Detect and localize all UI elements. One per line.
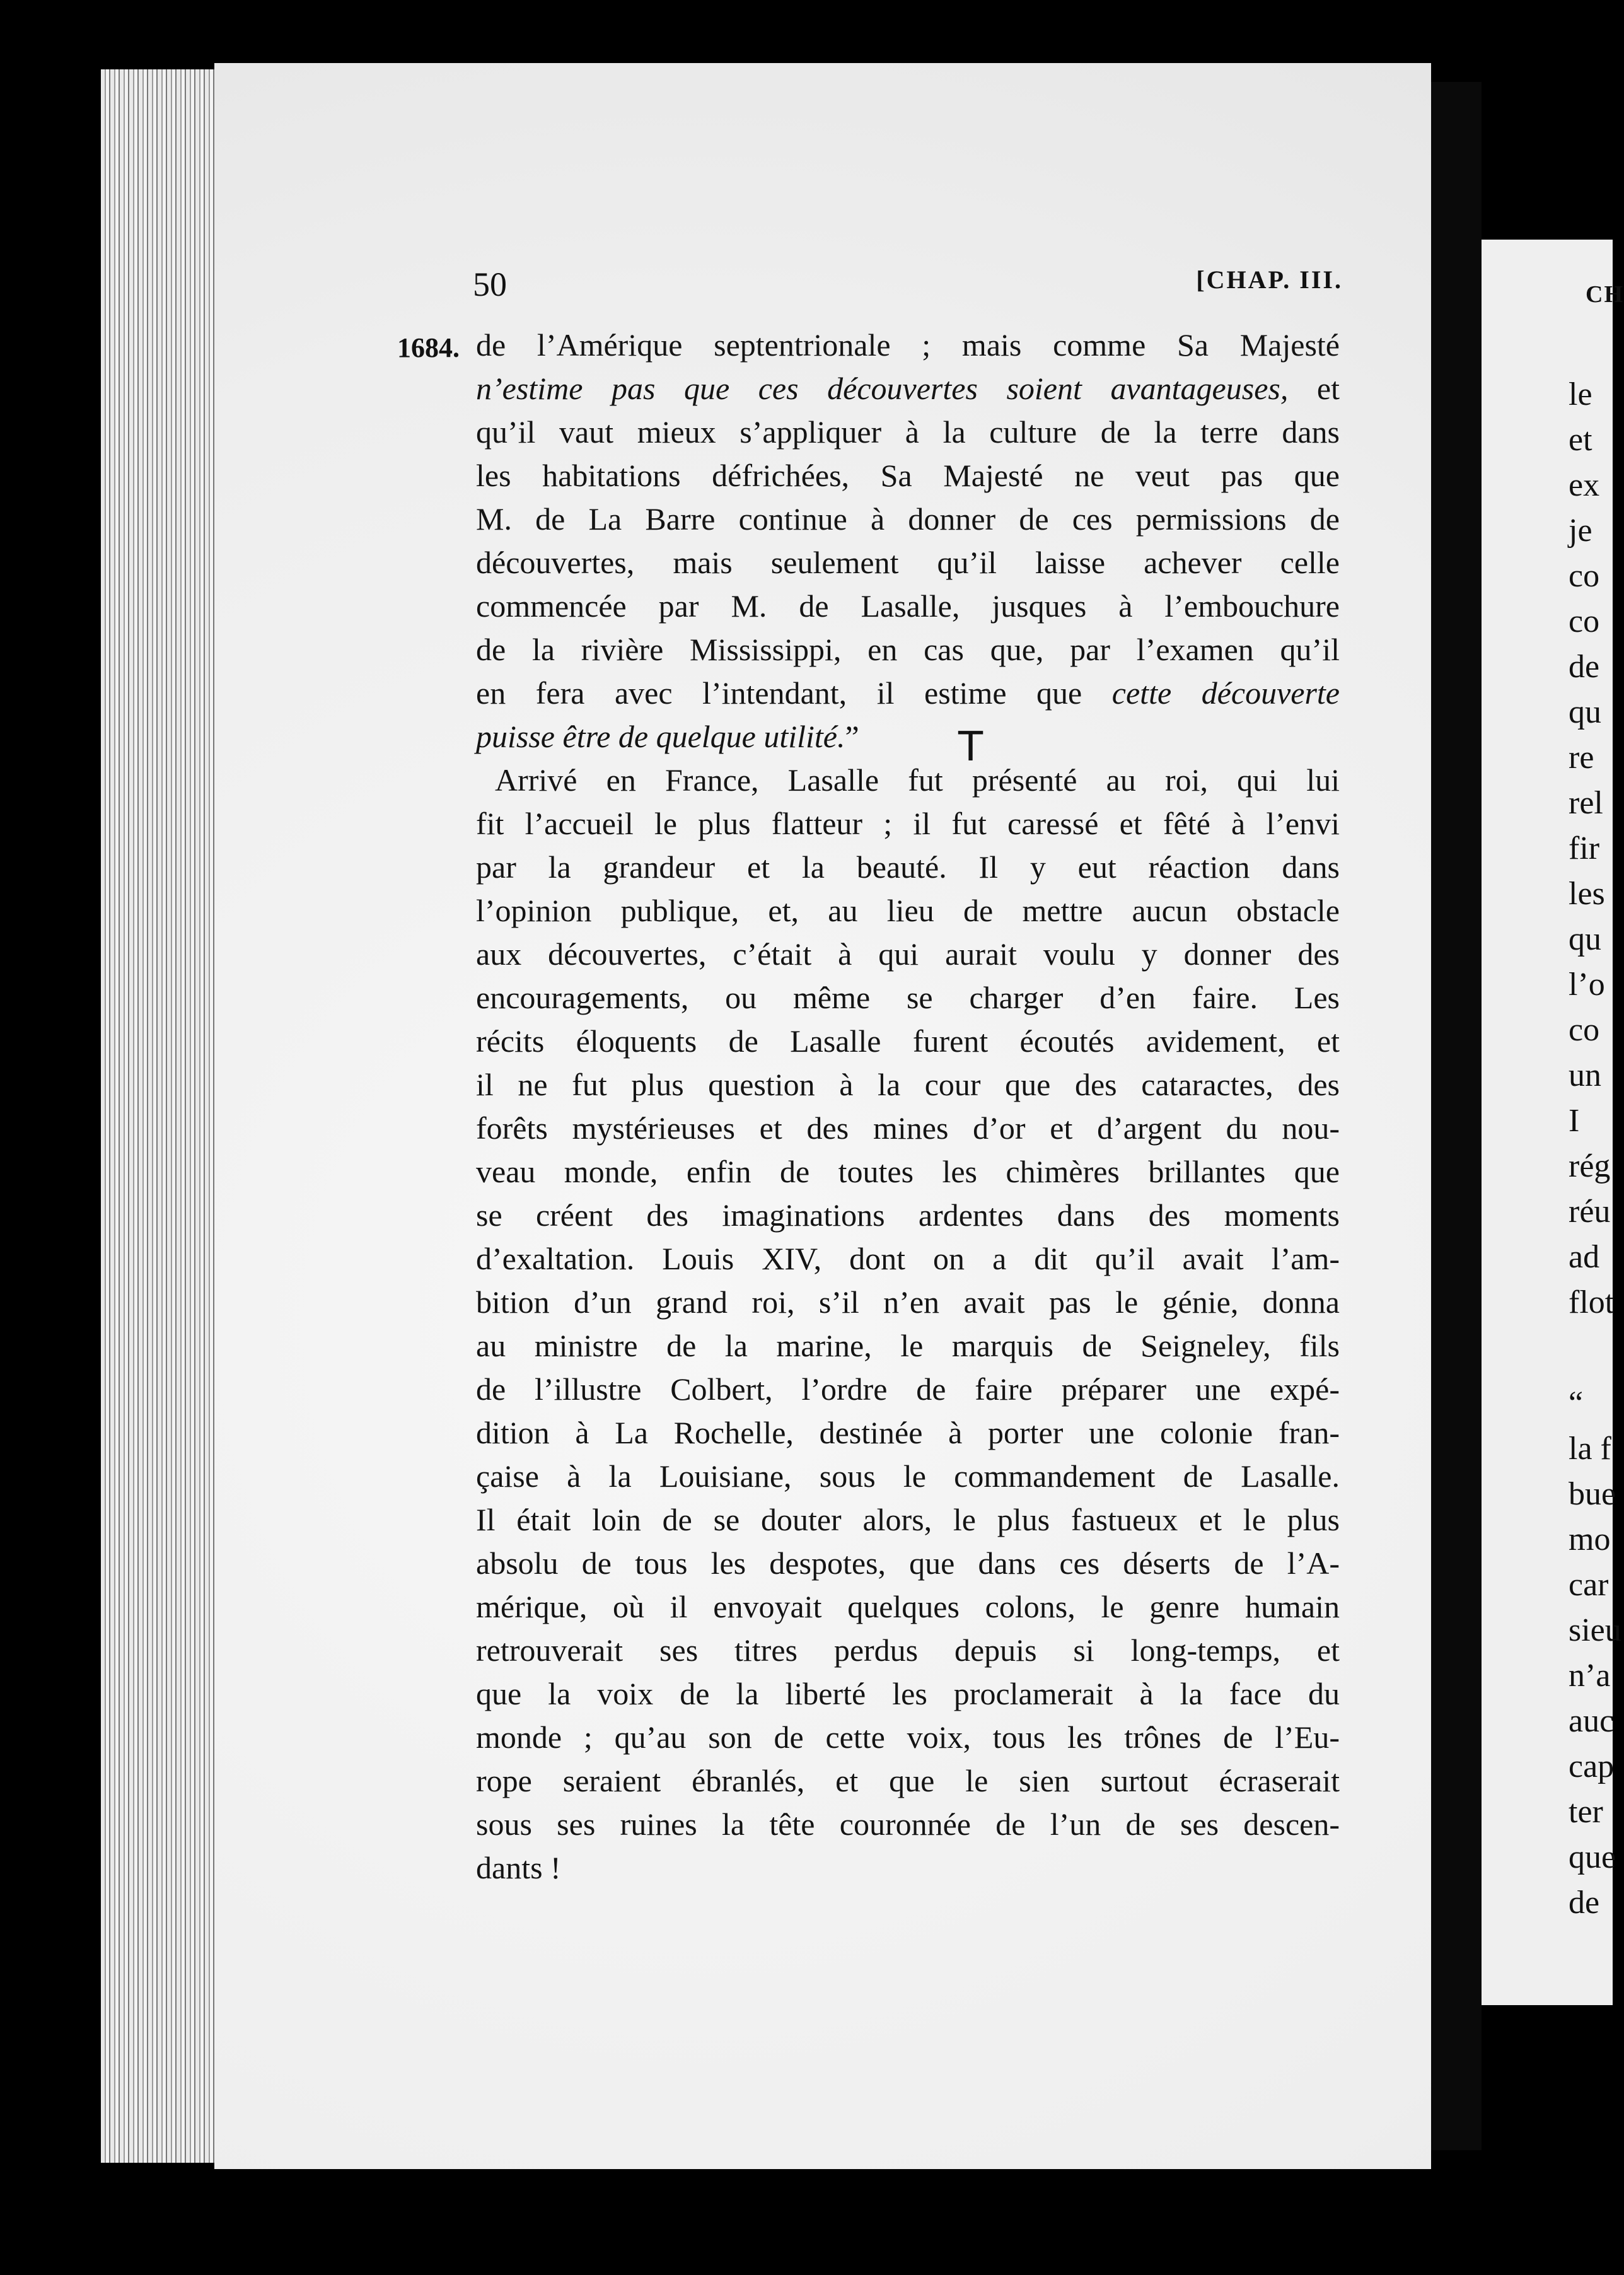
text-line — [476, 1803, 1340, 1846]
text-line-roman: en fera avec l’intendant, il estime que — [476, 675, 1112, 711]
text-line — [476, 585, 1340, 628]
right-page-text-fragment: l’o — [1569, 967, 1605, 1003]
right-page-text-fragment: la f — [1569, 1431, 1611, 1467]
text-line-tail: et — [1288, 371, 1340, 406]
text-line — [476, 672, 1340, 715]
text-line — [476, 1629, 1340, 1672]
text-line — [476, 1585, 1340, 1629]
right-page-text-fragment: ter — [1569, 1794, 1603, 1830]
text-line — [476, 1107, 1340, 1150]
year-marginal-note: 1684. — [397, 332, 460, 363]
text-line — [476, 846, 1340, 889]
right-page-text-fragment: re — [1569, 740, 1594, 776]
right-page-text-fragment: flot — [1569, 1284, 1615, 1320]
text-line — [476, 1455, 1340, 1498]
text-line-roman: M. de La Barre continue à donner de ces permissions de — [476, 501, 1340, 537]
text-line — [476, 367, 1340, 410]
text-line-roman: d’exaltation. Louis XIV, dont on a dit qu’il avait l’am- — [476, 1241, 1340, 1276]
text-line-roman: bition d’un grand roi, s’il n’en avait pas le génie, donna — [476, 1284, 1340, 1320]
text-line-roman: il ne fut plus question à la cour que des cataractes, des — [476, 1067, 1340, 1102]
text-line — [476, 715, 1340, 759]
text-line-roman: de la rivière Mississippi, en cas que, par l’examen qu’il — [476, 632, 1340, 667]
text-line-roman: rope seraient ébranlés, et que le sien surtout écraserait — [476, 1763, 1340, 1798]
text-line-roman: forêts mystérieuses et des mines d’or et d’argent du nou- — [476, 1110, 1340, 1146]
right-page-text-fragment: I — [1569, 1103, 1580, 1139]
right-page-text-fragment: que — [1569, 1839, 1616, 1875]
right-page-text-fragment: car — [1569, 1567, 1609, 1603]
text-line — [476, 541, 1340, 585]
text-line — [476, 1237, 1340, 1281]
text-line — [476, 497, 1340, 541]
right-page-text-fragment: rel — [1569, 785, 1603, 821]
right-page-text-fragment: les — [1569, 876, 1605, 912]
text-line-roman: que la voix de la liberté les proclamerait à la face du — [476, 1676, 1340, 1711]
right-page-text-fragment: auc — [1569, 1703, 1615, 1739]
right-page-text-fragment: ex — [1569, 467, 1600, 503]
text-line-roman: çaise à la Louisiane, sous le commandement de Lasalle. — [476, 1458, 1340, 1494]
text-line — [476, 1672, 1340, 1716]
book-gutter — [1431, 82, 1482, 2150]
text-line — [476, 1194, 1340, 1237]
text-line-roman: mérique, où il envoyait quelques colons, le genre humain — [476, 1589, 1340, 1624]
right-page-text-fragment: rég — [1569, 1148, 1611, 1184]
right-page-text-fragment: co — [1569, 558, 1600, 594]
text-line-tail: ” — [845, 719, 859, 754]
text-line-roman: au ministre de la marine, le marquis de Seigneley, fils — [476, 1328, 1340, 1363]
right-page-text-fragment: qu — [1569, 694, 1601, 730]
right-page-text-fragment: co — [1569, 1012, 1600, 1048]
text-line — [476, 1411, 1340, 1455]
text-line — [476, 1542, 1340, 1585]
right-page-text-fragment: et — [1569, 422, 1592, 458]
right-page-text-fragment: “ — [1569, 1385, 1584, 1421]
text-line-roman: se créent des imaginations ardentes dans des moments — [476, 1197, 1340, 1233]
right-page-text-fragment: le — [1569, 376, 1592, 412]
text-line — [476, 410, 1340, 454]
right-page-text-fragment: sieu — [1569, 1612, 1621, 1648]
text-line — [476, 1716, 1340, 1759]
text-line — [476, 1324, 1340, 1368]
right-page-text-fragment: réu — [1569, 1194, 1611, 1230]
text-line — [476, 323, 1340, 367]
handwritten-mark: T — [958, 724, 983, 771]
text-line — [476, 1759, 1340, 1803]
text-line-italic: n’estime pas que ces découvertes soient avantageuses, — [476, 371, 1289, 406]
text-line-roman: l’opinion publique, et, au lieu de mettre aucun obstacle — [476, 893, 1340, 928]
text-line-roman: commencée par M. de Lasalle, jusques à l’embouchure — [476, 588, 1340, 624]
chapter-reference: [CHAP. III. — [1196, 265, 1343, 294]
text-line-roman: encouragements, ou même se charger d’en faire. Les — [476, 980, 1340, 1015]
text-line-roman: par la grandeur et la beauté. Il y eut réaction dans — [476, 849, 1340, 885]
right-page-text-fragment: de — [1569, 1885, 1600, 1921]
text-line-roman: veau monde, enfin de toutes les chimères brillantes que — [476, 1154, 1340, 1189]
right-page-text-fragment: co — [1569, 603, 1600, 639]
right-page-text-fragment: n’a — [1569, 1658, 1611, 1694]
right-page-text-fragment: je — [1569, 513, 1592, 549]
right-page-header: CH — [1586, 281, 1624, 308]
right-page-text-fragment: mo — [1569, 1522, 1611, 1557]
text-line — [476, 1368, 1340, 1411]
text-line-roman: découvertes, mais seulement qu’il laisse achever celle — [476, 545, 1340, 580]
text-line-roman: aux découvertes, c’était à qui aurait voulu y donner des — [476, 936, 1340, 972]
text-line — [476, 1063, 1340, 1107]
right-page-text-fragment: de — [1569, 649, 1600, 685]
text-line — [476, 1281, 1340, 1324]
page-number: 50 — [473, 265, 507, 303]
body-text — [476, 323, 1340, 1890]
text-line — [476, 1150, 1340, 1194]
right-page-text-fragment: bue — [1569, 1476, 1616, 1512]
text-line-italic: puisse être de quelque utilité. — [476, 719, 845, 754]
text-line-italic: cette découverte — [1111, 675, 1340, 711]
right-page-text-fragment: fir — [1569, 830, 1600, 866]
text-line-roman: qu’il vaut mieux s’appliquer à la culture de la terre dans — [476, 414, 1340, 450]
right-page-text-fragment: un — [1569, 1057, 1601, 1093]
text-line-roman: de l’illustre Colbert, l’ordre de faire préparer une expé- — [476, 1371, 1340, 1407]
text-line-roman: dants ! — [476, 1850, 561, 1885]
text-line-roman: Arrivé en France, Lasalle fut présenté au roi, qui lui — [495, 762, 1340, 798]
text-line-roman: monde ; qu’au son de cette voix, tous les trônes de l’Eu- — [476, 1719, 1340, 1755]
text-line — [476, 889, 1340, 933]
text-line — [476, 1498, 1340, 1542]
text-line — [476, 1020, 1340, 1063]
text-line — [476, 628, 1340, 672]
text-line — [476, 759, 1340, 802]
right-page-text-fragment: ad — [1569, 1239, 1600, 1275]
text-line — [476, 976, 1340, 1020]
text-line-roman: les habitations défrichées, Sa Majesté ne veut pas que — [476, 458, 1340, 493]
text-line — [476, 454, 1340, 497]
text-line-roman: dition à La Rochelle, destinée à porter une colonie fran- — [476, 1415, 1340, 1450]
text-line — [476, 1846, 1340, 1890]
right-page-text-fragment: qu — [1569, 921, 1601, 957]
page-edges — [101, 69, 227, 2163]
text-line-roman: absolu de tous les despotes, que dans ces déserts de l’A- — [476, 1545, 1340, 1581]
text-line-roman: Il était loin de se douter alors, le plus fastueux et le plus — [476, 1502, 1340, 1537]
text-line-roman: récits éloquents de Lasalle furent écoutés avidement, et — [476, 1023, 1340, 1059]
text-line-roman: fit l’accueil le plus flatteur ; il fut caressé et fêté à l’envi — [476, 806, 1340, 841]
right-page — [1482, 240, 1613, 2005]
text-line — [476, 802, 1340, 846]
text-line-roman: retrouverait ses titres perdus depuis si long-temps, et — [476, 1632, 1340, 1668]
page-header — [473, 265, 1343, 309]
text-line-roman: sous ses ruines la tête couronnée de l’un de ses descen- — [476, 1807, 1340, 1842]
right-page-text-fragment: cap — [1569, 1748, 1615, 1784]
text-line-roman: de l’Amérique septentrionale ; mais comme Sa Majesté — [476, 327, 1340, 363]
text-line — [476, 933, 1340, 976]
